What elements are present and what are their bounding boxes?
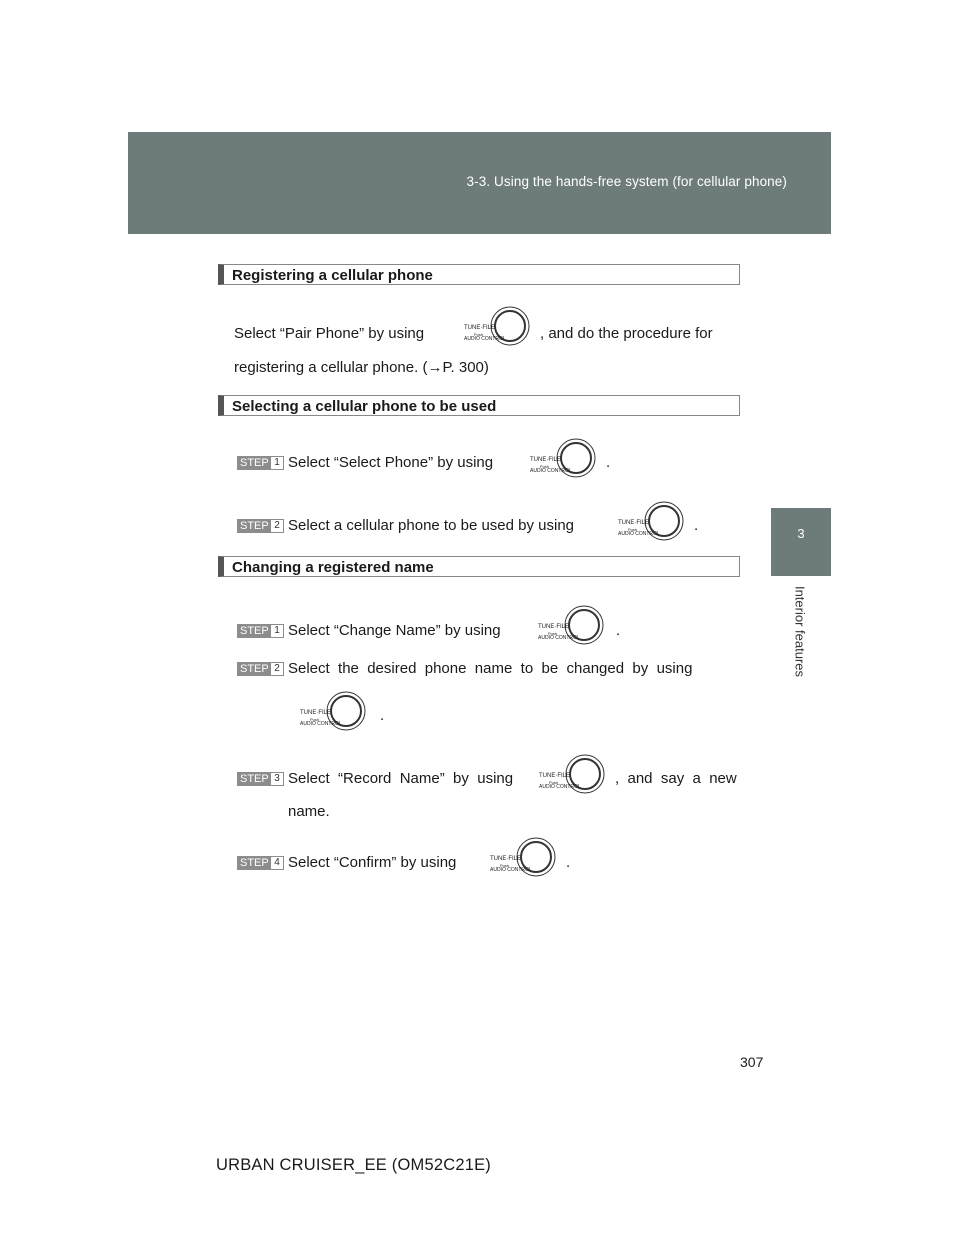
step-number: 4: [271, 857, 283, 869]
heading-selecting: Selecting a cellular phone to be used: [218, 395, 740, 416]
heading-changing: Changing a registered name: [218, 556, 740, 577]
knob-label: TUNE·FILE: [300, 710, 332, 716]
change-step1-end: .: [616, 622, 621, 639]
step-badge: [237, 456, 284, 470]
footer-model: URBAN CRUISER_EE (OM52C21E): [216, 1156, 491, 1174]
step-badge: [237, 662, 284, 676]
change-step4-text: Select “Confirm” by using: [288, 854, 457, 871]
change-step3-line2: name.: [288, 803, 330, 820]
select-step1-text: Select “Select Phone” by using: [288, 454, 494, 471]
knob-audio-label: AUDIO CONTROL: [538, 635, 580, 641]
knob-push-label: Push: [540, 464, 550, 469]
knob-label: TUNE·FILE: [464, 325, 496, 331]
change-step3-text: Select “Record Name” by using: [288, 770, 514, 787]
knob-audio-label: AUDIO CONTROL: [464, 336, 506, 342]
knob-push-label: Push: [549, 780, 559, 785]
knob-audio-label: AUDIO CONTROL: [618, 531, 660, 537]
chapter-number: 3: [797, 526, 805, 541]
step-label: STEP: [240, 857, 269, 869]
step-badge: [237, 772, 284, 786]
step-label: STEP: [240, 663, 269, 675]
change-step2-text: Select the desired phone name to be changed by using: [288, 660, 693, 677]
step-label: STEP: [240, 625, 269, 637]
knob-push-label: Push: [500, 863, 510, 868]
step-label: STEP: [240, 773, 269, 785]
chapter-label: Interior features: [792, 585, 808, 678]
knob-label: TUNE·FILE: [538, 624, 570, 630]
tune-file-knob-icon: [462, 305, 552, 355]
change-step2-end: .: [380, 707, 385, 724]
step-label: STEP: [240, 520, 269, 532]
chapter-label-wrap: [790, 582, 810, 686]
knob-audio-label: AUDIO CONTROL: [539, 784, 581, 790]
select-step1-end: .: [606, 454, 611, 471]
knob-push-label: Push: [474, 332, 484, 337]
knob-label: TUNE·FILE: [539, 773, 571, 779]
step-number: 2: [271, 663, 283, 675]
knob-label: TUNE·FILE: [530, 457, 562, 463]
step-badge: [237, 519, 284, 533]
change-step1-text: Select “Change Name” by using: [288, 622, 501, 639]
knob-audio-label: AUDIO CONTROL: [300, 721, 342, 727]
step-number: 1: [271, 457, 283, 469]
knob-push-label: Push: [628, 527, 638, 532]
section-title: 3-3. Using the hands-free system (for cellular phone): [466, 174, 787, 189]
tune-file-knob-icon: [616, 500, 706, 550]
step-label: STEP: [240, 457, 269, 469]
select-step2-end: .: [694, 517, 699, 534]
knob-audio-label: AUDIO CONTROL: [530, 468, 572, 474]
chapter-tab: [771, 508, 831, 576]
step-badge: [237, 856, 284, 870]
knob-label: TUNE·FILE: [618, 520, 650, 526]
tune-file-knob-icon: [537, 753, 627, 803]
step-number: 2: [271, 520, 283, 532]
register-line1a: Select “Pair Phone” by using: [234, 325, 425, 342]
change-step3-after: , and say a new: [615, 770, 737, 787]
tune-file-knob-icon: [488, 836, 578, 886]
step-number: 1: [271, 625, 283, 637]
header-band: [128, 132, 831, 234]
tune-file-knob-icon: [298, 690, 388, 740]
register-line1b: , and do the procedure for: [540, 325, 713, 342]
page-number: 307: [740, 1054, 764, 1070]
step-number: 3: [271, 773, 283, 785]
knob-label: TUNE·FILE: [490, 856, 522, 862]
tune-file-knob-icon: [536, 604, 626, 654]
knob-push-label: Push: [310, 717, 320, 722]
knob-audio-label: AUDIO CONTROL: [490, 867, 532, 873]
select-step2-text: Select a cellular phone to be used by using: [288, 517, 575, 534]
register-line2: registering a cellular phone. (→P. 300): [234, 359, 489, 376]
step-badge: [237, 624, 284, 638]
knob-push-label: Push: [548, 631, 558, 636]
heading-registering: Registering a cellular phone: [218, 264, 740, 285]
change-step4-end: .: [566, 854, 571, 871]
tune-file-knob-icon: [528, 437, 618, 487]
